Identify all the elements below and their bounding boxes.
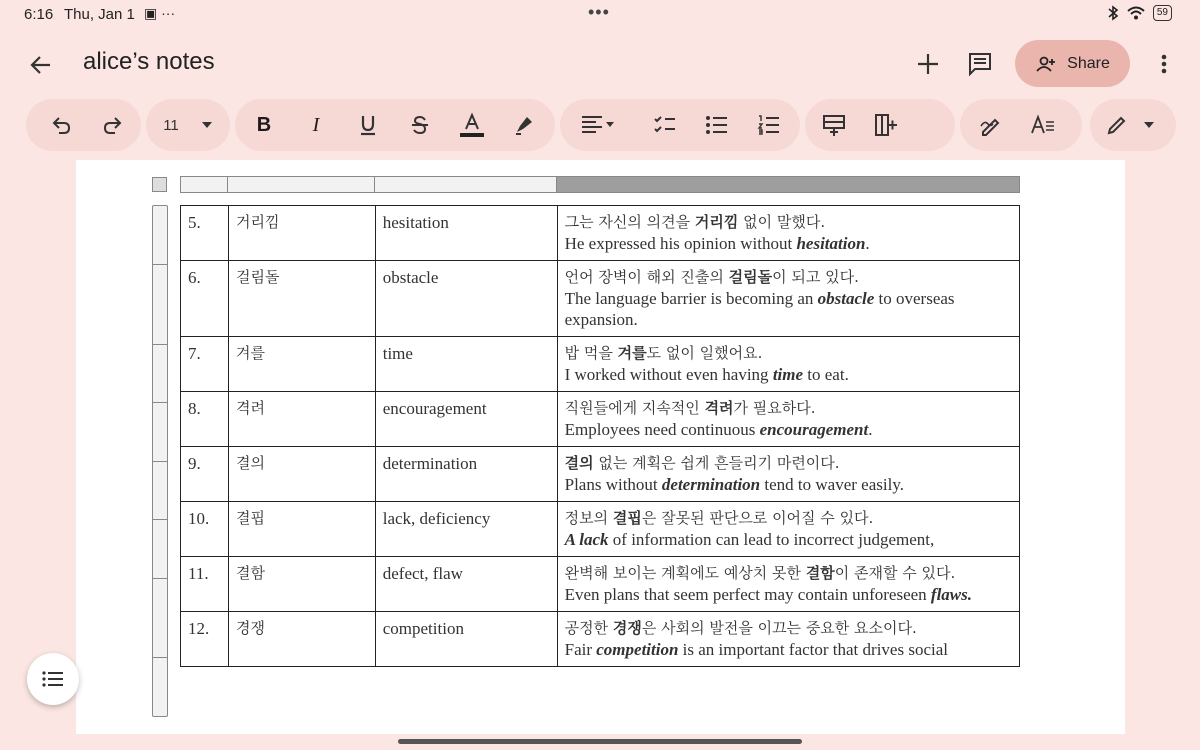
sentence-text: tend to waver easily. xyxy=(760,475,904,494)
korean-example xyxy=(565,212,1012,233)
korean-word-cell[interactable]: 결의 xyxy=(228,447,375,502)
english-example xyxy=(565,584,1012,605)
example-sentence-cell[interactable] xyxy=(557,206,1019,261)
sentence-text: 그는 자신의 의견을 xyxy=(564,213,695,231)
english-meaning-cell[interactable]: competition xyxy=(375,612,557,667)
table-row xyxy=(181,392,1020,447)
sentence-text: Plans without xyxy=(564,475,662,494)
undo-icon xyxy=(50,114,72,136)
font-size-value[interactable]: 11 xyxy=(163,116,179,134)
table-row xyxy=(181,612,1020,667)
korean-word-cell[interactable]: 겨를 xyxy=(228,337,375,392)
person-add-icon xyxy=(1035,55,1057,73)
row-divider xyxy=(153,402,167,403)
row-divider xyxy=(153,461,167,462)
row-divider xyxy=(153,264,167,265)
highlight-icon[interactable] xyxy=(511,112,537,138)
draw-signature-icon[interactable] xyxy=(978,112,1004,138)
redo-icon xyxy=(102,114,124,136)
row-number-cell[interactable]: 10. xyxy=(181,502,229,557)
text-color-icon[interactable] xyxy=(459,112,485,138)
plus-icon xyxy=(914,50,942,78)
korean-example xyxy=(565,398,1012,419)
table-row xyxy=(181,502,1020,557)
status-time: 6:16 xyxy=(24,6,54,23)
korean-word-cell[interactable]: 결함 xyxy=(228,557,375,612)
undo-button[interactable] xyxy=(48,112,74,138)
english-meaning-cell[interactable]: time xyxy=(375,337,557,392)
sentence-text: 정보의 xyxy=(564,509,613,527)
sentence-text: 언어 장벽이 해외 진출의 xyxy=(564,268,729,286)
vocabulary-table[interactable] xyxy=(180,205,1020,667)
status-bar xyxy=(0,0,1200,30)
bold-icon[interactable]: B xyxy=(256,113,272,136)
back-button[interactable] xyxy=(26,50,56,80)
column-handle[interactable] xyxy=(375,177,557,192)
sentence-text: 은 사회의 발전을 이끄는 중요한 요소이다. xyxy=(641,619,917,637)
text-style-group xyxy=(235,99,555,151)
sentence-text: 도 없이 일했어요. xyxy=(646,344,763,362)
korean-example xyxy=(565,508,1012,529)
korean-word-cell[interactable]: 걸림돌 xyxy=(228,261,375,337)
insert-row-icon[interactable] xyxy=(821,112,847,138)
column-handle[interactable] xyxy=(228,177,375,192)
vocab-highlight: 거리낌 xyxy=(694,213,739,231)
sentence-text: He expressed his opinion without xyxy=(564,234,797,253)
row-number-cell[interactable]: 12. xyxy=(181,612,229,667)
korean-word-cell[interactable]: 결핍 xyxy=(228,502,375,557)
english-example xyxy=(565,529,1012,550)
more-vert-icon xyxy=(1152,50,1176,78)
extras-group xyxy=(960,99,1082,151)
table-row xyxy=(181,206,1020,261)
vocab-highlight: competition xyxy=(596,640,679,659)
korean-example xyxy=(565,563,1012,584)
row-number-cell[interactable]: 8. xyxy=(181,392,229,447)
sentence-text: 완벽해 보이는 계획에도 예상치 못한 xyxy=(564,564,806,582)
example-sentence-cell[interactable] xyxy=(557,502,1019,557)
column-ruler[interactable] xyxy=(180,176,1020,193)
table-row xyxy=(181,261,1020,337)
font-size-group xyxy=(146,99,230,151)
wifi-icon xyxy=(1127,6,1145,20)
row-number-cell[interactable]: 7. xyxy=(181,337,229,392)
english-meaning-cell[interactable]: defect, flaw xyxy=(375,557,557,612)
sentence-text: Employees need continuous xyxy=(564,420,760,439)
edit-mode-group xyxy=(1090,99,1176,151)
column-handle[interactable] xyxy=(181,177,228,192)
sentence-text: . xyxy=(868,420,873,439)
comment-icon xyxy=(966,50,994,78)
english-meaning-cell[interactable]: hesitation xyxy=(375,206,557,261)
edit-pencil-icon[interactable] xyxy=(1104,112,1130,138)
sentence-text: 밥 먹을 xyxy=(564,344,618,362)
share-label: Share xyxy=(1067,54,1110,72)
korean-example xyxy=(565,453,1012,474)
sentence-text: 없는 계획은 쉽게 흔들리기 마련이다. xyxy=(593,454,840,472)
font-size-dropdown[interactable] xyxy=(194,112,220,138)
paragraph-group xyxy=(560,99,800,151)
sentence-text: . xyxy=(865,234,870,253)
outline-button[interactable] xyxy=(27,653,79,705)
sentence-text: 가 필요하다. xyxy=(733,399,816,417)
vocab-highlight: 겨를 xyxy=(617,344,647,362)
english-example xyxy=(565,364,1012,385)
more-options-button[interactable] xyxy=(1152,50,1176,78)
notification-icons: ▣ ··· xyxy=(144,5,176,21)
italic-icon[interactable]: I xyxy=(312,113,320,136)
vocab-highlight: 결함 xyxy=(805,564,835,582)
vocab-highlight: hesitation xyxy=(796,234,866,253)
vocab-highlight: A lack xyxy=(564,530,609,549)
vocab-highlight: determination xyxy=(661,475,761,494)
home-indicator[interactable] xyxy=(398,739,802,744)
example-sentence-cell[interactable] xyxy=(557,392,1019,447)
vocab-highlight: 결핍 xyxy=(612,509,642,527)
redo-button[interactable] xyxy=(100,112,126,138)
document-title[interactable]: alice’s notes xyxy=(83,48,215,75)
system-icons xyxy=(1107,5,1172,21)
row-divider xyxy=(153,344,167,345)
english-meaning-cell[interactable]: lack, deficiency xyxy=(375,502,557,557)
sentence-text: The language barrier is becoming an xyxy=(564,289,818,308)
app-bar xyxy=(0,36,1200,92)
korean-word-cell[interactable]: 격려 xyxy=(228,392,375,447)
insert-group xyxy=(805,99,955,151)
vocab-highlight: encouragement xyxy=(759,420,869,439)
row-ruler[interactable] xyxy=(152,205,168,717)
english-example xyxy=(565,233,1012,254)
vocab-highlight: 걸림돌 xyxy=(728,268,773,286)
text-format-icon[interactable] xyxy=(1030,112,1056,138)
vocab-highlight: obstacle xyxy=(817,289,875,308)
add-button[interactable] xyxy=(914,50,942,78)
sentence-text: Even plans that seem perfect may contain unforeseen xyxy=(564,585,931,604)
example-sentence-cell[interactable] xyxy=(557,557,1019,612)
example-sentence-cell[interactable] xyxy=(557,447,1019,502)
example-sentence-cell[interactable] xyxy=(557,612,1019,667)
table-row xyxy=(181,337,1020,392)
table-row xyxy=(181,557,1020,612)
row-number-cell[interactable]: 5. xyxy=(181,206,229,261)
bullet-list-icon[interactable] xyxy=(704,112,730,138)
row-divider xyxy=(153,578,167,579)
caret-down-icon xyxy=(1142,120,1156,130)
edit-mode-dropdown[interactable] xyxy=(1136,112,1162,138)
sentence-text: 없이 말했다. xyxy=(738,213,826,231)
korean-word-cell[interactable]: 거리낌 xyxy=(228,206,375,261)
sentence-text: 공정한 xyxy=(564,619,613,637)
example-sentence-cell[interactable] xyxy=(557,261,1019,337)
history-group xyxy=(26,99,141,151)
english-meaning-cell[interactable]: determination xyxy=(375,447,557,502)
sentence-text: I worked without even having xyxy=(564,365,773,384)
vocab-highlight: 격려 xyxy=(704,399,734,417)
sentence-text: 이 되고 있다. xyxy=(772,268,859,286)
status-date: Thu, Jan 1 xyxy=(64,6,135,23)
korean-example xyxy=(565,618,1012,639)
english-meaning-cell[interactable]: obstacle xyxy=(375,261,557,337)
english-example xyxy=(565,474,1012,495)
table-row xyxy=(181,447,1020,502)
caret-down-icon xyxy=(200,120,214,130)
vocab-highlight: 결의 xyxy=(564,454,594,472)
column-handle-selected[interactable] xyxy=(557,177,1019,192)
sentence-text: 직원들에게 지속적인 xyxy=(564,399,705,417)
formatting-toolbar xyxy=(26,99,1176,151)
row-divider xyxy=(153,519,167,520)
english-example xyxy=(565,419,1012,440)
vocab-highlight: time xyxy=(772,365,804,384)
sentence-text: of information can lead to incorrect judgement, xyxy=(608,530,935,549)
numbered-list-icon[interactable] xyxy=(756,112,782,138)
share-button[interactable] xyxy=(1015,40,1130,87)
korean-example xyxy=(565,267,1012,288)
vocab-highlight: 경쟁 xyxy=(612,619,642,637)
battery-icon: 59 xyxy=(1153,5,1172,21)
bluetooth-icon xyxy=(1107,5,1119,21)
row-number-cell[interactable]: 11. xyxy=(181,557,229,612)
english-meaning-cell[interactable]: encouragement xyxy=(375,392,557,447)
english-example xyxy=(565,288,1012,330)
korean-example xyxy=(565,343,1012,364)
english-example xyxy=(565,639,1012,660)
sentence-text: 은 잘못된 판단으로 이어질 수 있다. xyxy=(641,509,874,527)
vocab-highlight: flaws. xyxy=(930,585,972,604)
sentence-text: to eat. xyxy=(803,365,849,384)
arrow-back-icon xyxy=(26,50,56,80)
strikethrough-icon[interactable] xyxy=(407,112,433,138)
comment-button[interactable] xyxy=(966,50,994,78)
row-number-cell[interactable]: 9. xyxy=(181,447,229,502)
sentence-text: 이 존재할 수 있다. xyxy=(834,564,956,582)
align-left-icon[interactable] xyxy=(578,112,618,138)
sentence-text: to overseas expansion. xyxy=(564,289,955,329)
row-number-cell[interactable]: 6. xyxy=(181,261,229,337)
sentence-text: is an important factor that drives social xyxy=(678,640,948,659)
example-sentence-cell[interactable] xyxy=(557,337,1019,392)
insert-column-icon[interactable] xyxy=(873,112,899,138)
row-divider xyxy=(153,657,167,658)
underline-icon[interactable] xyxy=(355,112,381,138)
korean-word-cell[interactable]: 경쟁 xyxy=(228,612,375,667)
list-icon xyxy=(42,671,64,687)
sentence-text: Fair xyxy=(564,640,597,659)
checklist-icon[interactable] xyxy=(652,112,678,138)
multitask-handle-icon[interactable]: ••• xyxy=(588,2,610,22)
table-select-handle[interactable] xyxy=(152,177,167,192)
